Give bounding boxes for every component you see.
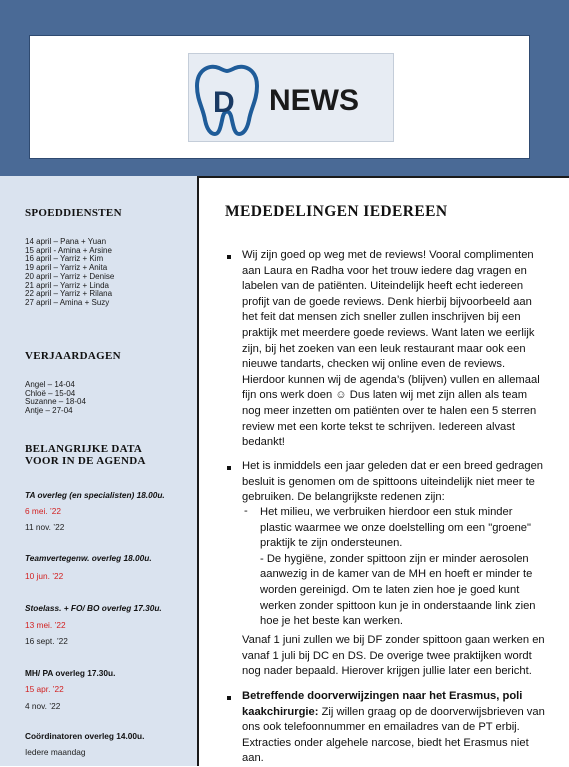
text-line: praktijk met meerdere goede reviews. Want laten we eerlijk xyxy=(242,326,535,339)
agenda-entry-date: 4 nov. ’22 xyxy=(25,701,61,711)
dnews-logo xyxy=(188,53,394,142)
agenda-entry-date: 6 mei. ’22 xyxy=(25,506,61,516)
agenda-entry-title: Teamvertegenw. overleg 18.00u. xyxy=(25,553,152,563)
agenda-entry-date: 16 sept. ’22 xyxy=(25,636,68,646)
text-line: gebruiken. De belangrijkste redenen zijn: xyxy=(242,491,445,504)
text-line: nog nader bepaald. Hierover krijgen jullie later een bericht. xyxy=(242,665,532,678)
agenda-heading-line: VOOR IN DE AGENDA xyxy=(25,455,146,467)
paragraph-spittoon xyxy=(242,459,548,506)
bullet-icon xyxy=(227,696,231,700)
text-line: Vanaf 1 juni zullen we bij DF zonder spittoon gaan werken en xyxy=(242,634,545,646)
text-line: ons ook telefoonnummer en emailadres van de PT erbij. xyxy=(242,721,520,734)
spoeddiensten-list xyxy=(25,238,114,308)
bullet-icon xyxy=(227,255,231,259)
text-line: fijn ons werk doen ☺ Dus laten wij met zijn allen als team xyxy=(242,389,528,402)
paragraph-planning xyxy=(242,633,548,680)
list-item: 27 april – Amina + Suzy xyxy=(25,297,110,307)
text-line: aanwezig in de kamer van de MH en hoeft er minder te xyxy=(260,568,533,581)
list-item: 19 april – Yarriz + Anita xyxy=(25,263,108,273)
text-line: het feit dat mensen zich sneller zullen inschrijven bij een xyxy=(242,311,521,324)
verjaardagen-list xyxy=(25,381,86,416)
list-item: Suzanne – 18-04 xyxy=(25,397,86,407)
text-line: Hierdoor kunnen wij de agenda’s (blijven) vullen en allemaal xyxy=(242,373,540,386)
text-line: bedankt! xyxy=(242,436,285,449)
agenda-entry-title: Stoelass. + FO/ BO overleg 17.30u. xyxy=(25,603,162,613)
verjaardagen-heading: VERJAARDAGEN xyxy=(25,350,121,362)
agenda-heading xyxy=(25,443,146,467)
text-line: worden gereinigd. Om te laten zien hoe je goed kunt xyxy=(260,583,520,596)
list-item: 22 april – Yarriz + Rilana xyxy=(25,289,113,299)
agenda-entry-title: TA overleg (en specialisten) 18.00u. xyxy=(25,490,165,500)
text-line: profijt van de goede reviews. Denk hierbij bijvoorbeeld aan xyxy=(242,295,532,308)
agenda-entry-date: 15 apr. ’22 xyxy=(25,684,64,694)
list-item: 16 april – Yarriz + Kim xyxy=(25,254,104,264)
bullet-icon xyxy=(227,466,231,470)
text-line: zijn, bij het zoeken van een leuk restaurant maar ook een xyxy=(242,342,526,355)
text-line: nieuwe tandarts, checken wij online even de reviews. xyxy=(242,358,506,371)
agenda-heading-line: BELANGRIJKE DATA xyxy=(25,443,143,455)
logo-word: NEWS xyxy=(269,84,359,117)
agenda-entry-date: Iedere maandag xyxy=(25,747,86,757)
spoeddiensten-heading: SPOEDDIENSTEN xyxy=(25,207,122,219)
text-line: besluit is genomen om de spittoons uiteindelijk niet meer te xyxy=(242,475,535,488)
logo-letter: D xyxy=(213,86,235,119)
text-line: review met een korte tekst te schrijven. Iedereen alvast xyxy=(242,420,515,433)
paragraph-erasmus xyxy=(242,689,548,767)
list-item: Angel – 14-04 xyxy=(25,380,75,389)
text-line: Het milieu, we verbruiken hierdoor een stuk minder xyxy=(260,506,513,518)
text-line: Het is inmiddels een jaar geleden dat er een breed gedragen xyxy=(242,460,544,472)
text-line: aan Laura en Radha voor het trouw iedere dag vragen en xyxy=(242,264,527,277)
agenda-entry-date: 11 nov. ’22 xyxy=(25,522,65,532)
bold-text: Betreffende doorverwijzingen naar het Erasmus, poli xyxy=(242,690,523,702)
text-line: werken zonder spittoon kun je in onderstaande link zien xyxy=(260,599,536,612)
dash-marker: - xyxy=(244,505,248,517)
text-span: Zij willen graag op de doorverwijsbrieven van xyxy=(318,705,545,718)
agenda-entry-date: 10 jun. ’22 xyxy=(25,571,64,581)
list-item: Chloë – 15-04 xyxy=(25,388,76,398)
list-item: 20 april – Yarriz + Denise xyxy=(25,271,115,281)
text-line: labelen van de patiënten. Uiteindelijk heeft echt iedereen xyxy=(242,280,524,293)
paragraph-reviews xyxy=(242,248,548,451)
text-line: - De hygiëne, zonder spittoon zijn er minder aerosolen xyxy=(260,552,529,565)
bold-text: kaakchirurgie: xyxy=(242,705,319,718)
text-line: nog meer inzetten om patiënten over te halen een 5 sterren xyxy=(242,404,537,417)
agenda-entry-title: Coördinatoren overleg 14.00u. xyxy=(25,731,145,741)
list-item: 21 april – Yarriz + Linda xyxy=(25,280,109,290)
text-line: Wij zijn goed op weg met de reviews! Vooral complimenten xyxy=(242,249,534,261)
paragraph-reasons xyxy=(260,505,550,630)
text-line: praktijk te zijn ondersteunen. xyxy=(260,537,403,550)
page-title: MEDEDELINGEN IEDEREEN xyxy=(225,203,448,220)
text-line: plastic waarmee we onze doelstelling om een "groene" xyxy=(260,521,532,534)
list-item: 15 april - Amina + Arsine xyxy=(25,245,112,255)
list-item: 14 april – Pana + Yuan xyxy=(25,237,107,246)
agenda-entry-title: MH/ PA overleg 17.30u. xyxy=(25,668,116,678)
text-line: hoe je het beste kan werken. xyxy=(260,615,404,628)
list-item: Antje – 27-04 xyxy=(25,406,73,416)
masthead xyxy=(29,35,530,159)
divider xyxy=(199,176,569,178)
text-line: vanaf 1 juli bij DC en DS. De overige twee praktijken wordt xyxy=(242,649,532,662)
text-line: Extracties onder algehele narcose, biedt het Erasmus niet xyxy=(242,736,529,749)
agenda-entry-date: 13 mei. ’22 xyxy=(25,620,66,630)
text-line: aan. xyxy=(242,752,264,765)
